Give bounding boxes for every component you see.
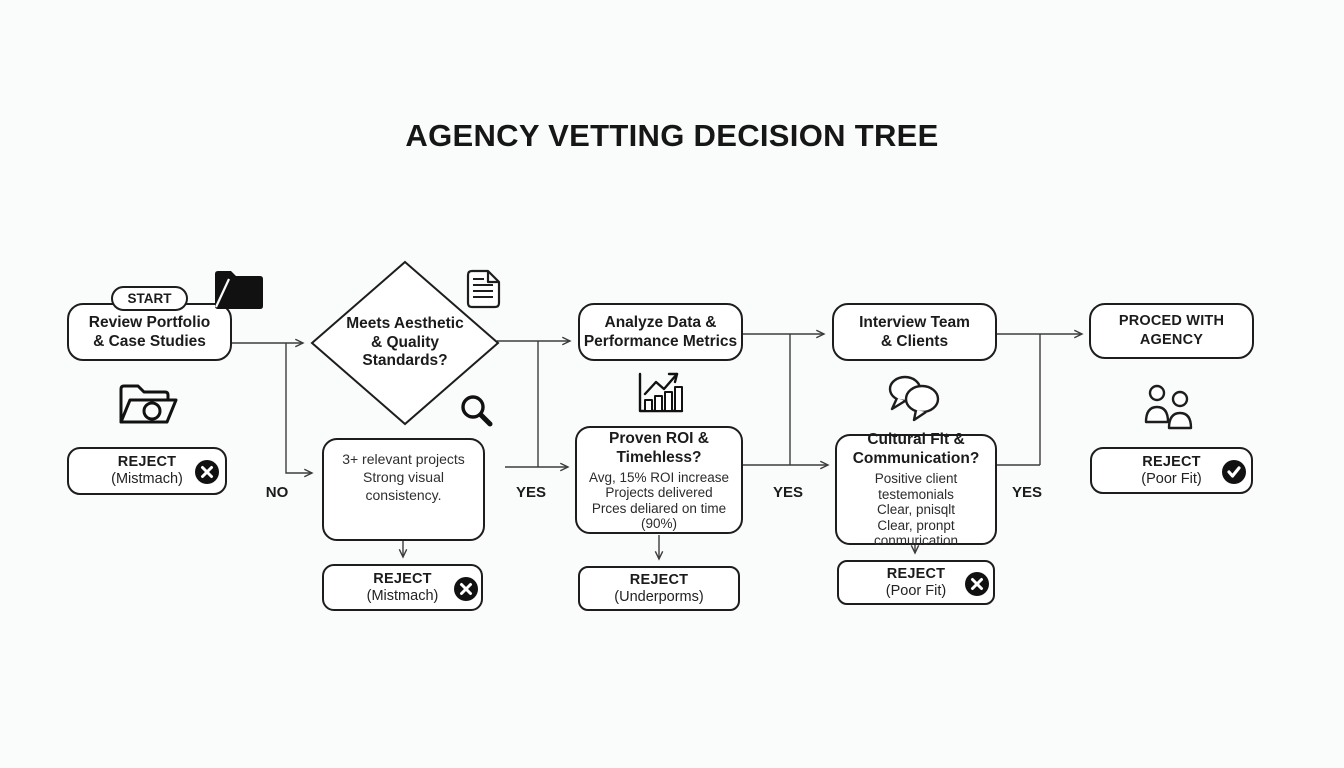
roi-detail3: Prces deliared on time (90%) xyxy=(591,500,727,531)
node-reject-roi xyxy=(578,566,740,611)
roi-title1: Proven ROI & xyxy=(609,429,709,447)
roi-detail1: Avg, 15% ROI increase xyxy=(588,469,730,485)
reject-right-title: REJECT xyxy=(1142,453,1201,470)
roi-detail2: Projects delivered xyxy=(605,485,713,500)
cultural-title1: Cultural Fit & xyxy=(867,431,965,449)
reject-criteria-title: REJECT xyxy=(373,570,432,587)
diamond-line2: & Quality xyxy=(370,333,440,351)
page-title: AGENCY VETTING DECISION TREE xyxy=(405,118,939,153)
branch-label-yes-1: YES xyxy=(515,484,546,501)
criteria-line2: Strong visual consistency. xyxy=(363,469,444,503)
cultural-title2: Communication? xyxy=(852,450,980,468)
edge-no-to-criteria xyxy=(286,343,312,473)
interview-line1: Interview Team xyxy=(859,314,970,331)
reject-roi-title: REJECT xyxy=(629,571,689,588)
node-criteria xyxy=(322,438,485,541)
branch-label-yes-3: YES xyxy=(1011,484,1042,501)
reject-left-reason: (Mistmach) xyxy=(111,471,183,487)
reject-criteria-reason: (Mistmach) xyxy=(366,587,439,604)
interview-line2: & Clients xyxy=(880,333,949,350)
cultural-detail2: Clear, pnisqlt xyxy=(876,502,956,518)
branch-label-yes-2: YES xyxy=(772,484,803,501)
start-badge: START xyxy=(111,286,188,311)
diamond-line1: Meets Aesthetic xyxy=(346,315,464,332)
analyze-line1: Analyze Data & xyxy=(604,314,717,331)
node-roi xyxy=(575,426,743,534)
reject-cultural-title: REJECT xyxy=(886,565,946,582)
node-review-line1: Review Portfolio xyxy=(88,314,211,331)
node-aesthetic-diamond xyxy=(320,315,490,371)
node-cultural xyxy=(835,431,997,549)
node-review-portfolio xyxy=(67,303,232,361)
node-reject-criteria xyxy=(322,564,483,611)
criteria-line1: 3+ relevant projects xyxy=(342,451,465,467)
reject-cultural-reason: (Poor Fit) xyxy=(885,582,947,599)
cultural-detail3: Clear, pronpt conmurication xyxy=(873,517,959,549)
reject-roi-reason: (Underporms) xyxy=(614,588,704,605)
node-interview xyxy=(832,303,997,361)
node-analyze xyxy=(578,303,743,361)
node-reject-left xyxy=(67,447,227,495)
node-reject-cultural xyxy=(837,560,995,605)
cultural-detail1: Positive client testemonials xyxy=(874,471,958,502)
reject-left-title: REJECT xyxy=(117,454,177,470)
node-reject-right xyxy=(1090,447,1253,494)
diamond-line3: Standards? xyxy=(362,352,448,369)
analyze-line2: Performance Metrics xyxy=(583,333,738,350)
reject-right-reason: (Poor Fit) xyxy=(1141,470,1202,487)
proceed-label: PROCED WITH AGENCY xyxy=(1118,313,1225,348)
branch-label-no: NO xyxy=(265,484,289,501)
node-proceed xyxy=(1089,303,1254,359)
roi-title2: Timehless? xyxy=(616,448,702,466)
node-review-line2: & Case Studies xyxy=(93,333,206,350)
